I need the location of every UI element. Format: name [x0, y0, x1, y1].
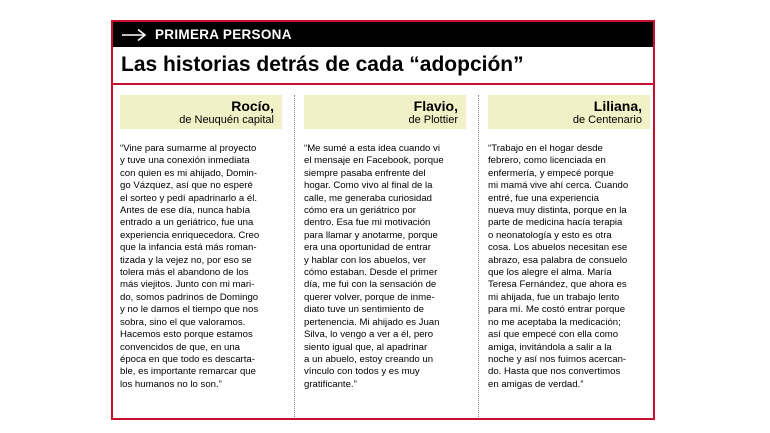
- testimony-text: [120, 143, 282, 391]
- text-line: do. Hasta que nos convertimos: [488, 366, 621, 378]
- text-line: para llamar y anotarme, porque: [304, 229, 438, 241]
- text-line: experiencia enriquecedora. Creo: [120, 229, 260, 241]
- text-line: ble, es importante remarcar que: [120, 366, 256, 378]
- name-box: [120, 95, 282, 129]
- text-line: era una oportunidad de entrar: [304, 242, 431, 254]
- text-line: y tuve una conexión inmediata: [120, 155, 250, 167]
- text-line: parte de medicina hacía terapia: [488, 217, 623, 229]
- text-line: que los alegre el alma. María: [488, 267, 612, 279]
- headline-text: Las historias detrás de cada “adopción”: [121, 53, 524, 76]
- text-line: querer volver, porque de inme-: [304, 291, 435, 303]
- text-line: go Vázquez, así que no esperé: [120, 180, 253, 192]
- text-line: Hacemos esto porque estamos: [120, 329, 253, 341]
- text-line: “Vine para sumarme al proyecto: [120, 143, 257, 154]
- text-line: entrado a un geriátrico, fue una: [120, 217, 254, 229]
- text-line: no me aceptaba la medicación;: [488, 316, 621, 328]
- text-line: así que empecé con ella como: [488, 329, 619, 341]
- testimony-text: [304, 143, 466, 391]
- text-line: vínculo con todos y es muy: [304, 366, 420, 378]
- text-line: amiga, invitándola a salir a la: [488, 341, 612, 353]
- text-line: noche y así nos fuimos acercan-: [488, 353, 627, 365]
- text-line: y no le damos el tiempo que nos: [120, 304, 259, 316]
- text-line: a un abuelo, estoy creando un: [304, 353, 434, 365]
- text-line: dentro. Esa fue mi motivación: [304, 217, 431, 229]
- text-line: y hablar con los abuelos, ver: [304, 254, 427, 266]
- testimony-column-flavio: [304, 95, 466, 391]
- text-line: cosa. Los abuelos necesitan ese: [488, 242, 628, 254]
- text-line: o neonatología y esto es otra: [488, 229, 612, 241]
- text-line: enfermería, y empecé porque: [488, 167, 614, 179]
- text-line: Silva, lo vengo a ver a él, pero: [304, 329, 434, 341]
- text-line: diato tuve un sentimiento de: [304, 304, 425, 316]
- column-divider: [294, 95, 295, 417]
- text-line: siento igual que, al apadrinar: [304, 341, 428, 353]
- text-line: cómo era un geriátrico por: [304, 205, 416, 217]
- text-line: febrero, como licenciada en: [488, 155, 606, 167]
- text-line: época en que todo es descarta-: [120, 353, 255, 365]
- text-line: que la infancia está más roman-: [120, 242, 257, 254]
- text-line: nueva muy distinta, porque en la: [488, 205, 627, 217]
- testimony-text: [488, 143, 650, 391]
- text-line: tizada y la vejez no, por eso se: [120, 254, 252, 266]
- text-line: con quien es mi ahijado, Domin-: [120, 167, 258, 179]
- text-line: mi ahijada, fue un trabajo lento: [488, 291, 620, 303]
- text-line: sobra, sino el que valoramos.: [120, 316, 246, 328]
- headline-rule: [113, 83, 653, 85]
- person-place: de Centenario: [572, 113, 642, 126]
- text-line: más viejitos. Junto con mi mari-: [120, 279, 255, 291]
- person-place: de Plottier: [408, 113, 458, 126]
- text-line: tolera más el abandono de los: [120, 267, 249, 279]
- person-name: Rocío,: [231, 97, 274, 114]
- text-line: mi mamá vive ahí cerca. Cuando: [488, 180, 629, 192]
- person-name: Liliana,: [593, 97, 642, 114]
- text-line: en amigas de verdad.”: [488, 378, 584, 390]
- headline: [113, 47, 653, 83]
- text-line: Teresa Fernández, que ahora es: [488, 279, 627, 291]
- text-line: convencidos de que, en una: [120, 341, 241, 353]
- text-line: calle, me generaba curiosidad: [304, 192, 432, 204]
- text-line: los humanos no lo son.”: [120, 378, 222, 390]
- person-place: de Neuquén capital: [179, 113, 274, 126]
- text-line: Antes de ese día, nunca había: [120, 205, 251, 217]
- text-line: abrazo, esa palabra de consuelo: [488, 254, 628, 266]
- text-line: para mí. Me costó entrar porque: [488, 304, 626, 316]
- text-line: cómo estaban. Desde el primer: [304, 267, 438, 279]
- text-line: gratificante.”: [304, 378, 357, 390]
- name-box: [488, 95, 650, 129]
- testimony-column-liliana: [488, 95, 650, 391]
- section-kicker: PRIMERA PERSONA: [155, 27, 292, 42]
- text-line: “Trabajo en el hogar desde: [488, 143, 603, 154]
- section-bar: [113, 22, 653, 47]
- name-box: [304, 95, 466, 129]
- text-line: “Me sumé a esta idea cuando vi: [304, 143, 440, 154]
- text-line: siempre pasaba enfrente del: [304, 167, 426, 179]
- text-line: hogar. Como vivo al final de la: [304, 180, 433, 192]
- text-line: entré, fue una experiencia: [488, 192, 599, 204]
- text-line: pertenencia. Mi ahijado es Juan: [304, 316, 440, 328]
- article-box: [111, 20, 655, 420]
- text-line: el sorteo y pedí apadrinarlo a él.: [120, 192, 258, 204]
- person-name: Flavio,: [413, 97, 458, 114]
- arrow-right-icon: [121, 28, 147, 42]
- testimony-column-rocio: [120, 95, 282, 391]
- column-divider: [478, 95, 479, 417]
- text-line: día, me fui con la sensación de: [304, 279, 437, 291]
- text-line: el mensaje en Facebook, porque: [304, 155, 444, 167]
- text-line: do, somos padrinos de Domingo: [120, 291, 259, 303]
